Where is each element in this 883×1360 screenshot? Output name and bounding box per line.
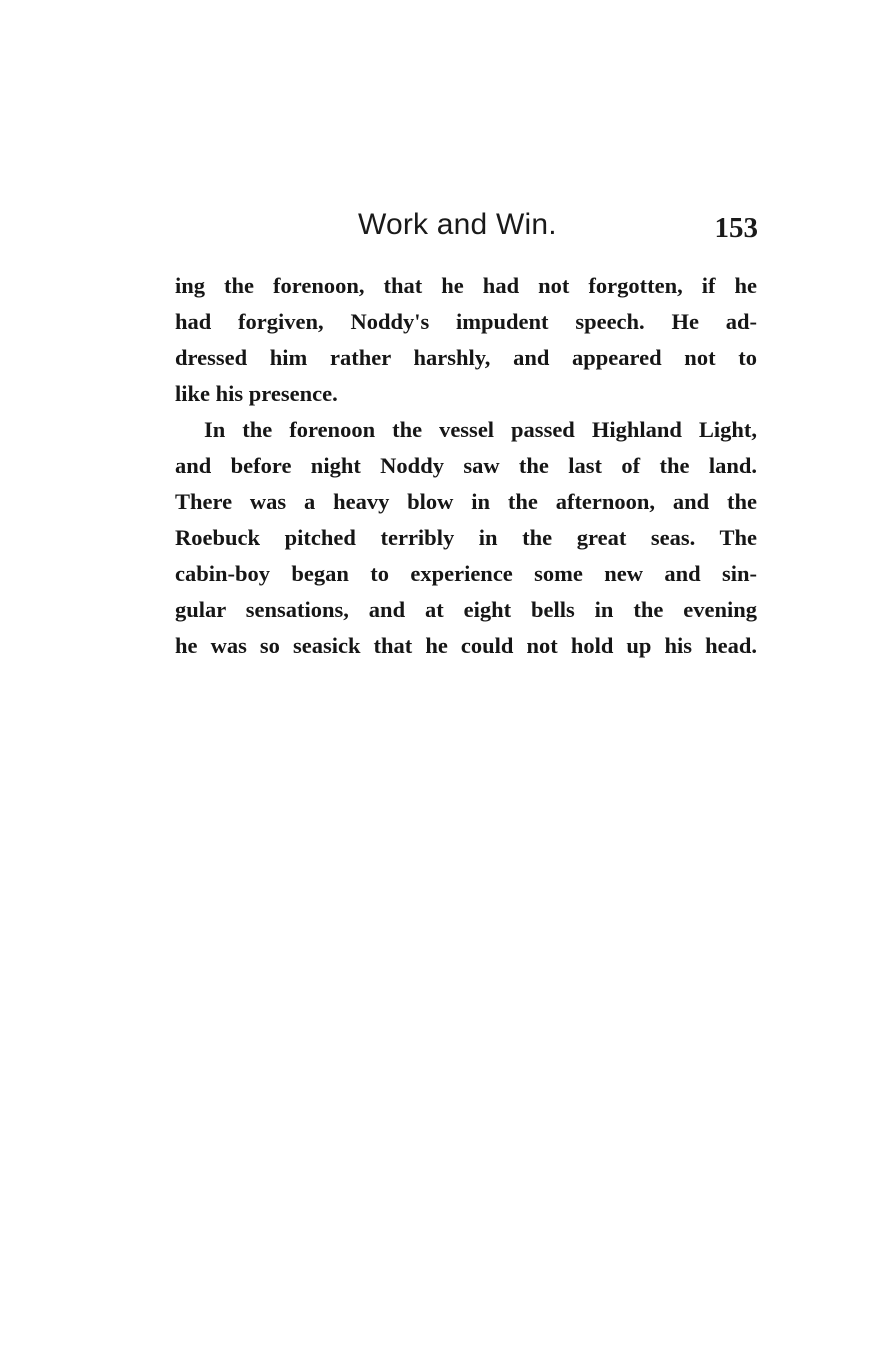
text-line: Roebuck pitched terribly in the great seas. The xyxy=(175,525,757,550)
text-line: cabin-boy began to experience some new and sin- xyxy=(175,561,757,586)
text-line: had forgiven, Noddy's impudent speech. He ad- xyxy=(175,309,757,334)
text-line: and before night Noddy saw the last of the land. xyxy=(175,453,757,478)
paragraph-continuation xyxy=(175,268,757,412)
text-line: like his presence. xyxy=(175,381,338,406)
page-number: 153 xyxy=(714,212,758,244)
body-text xyxy=(175,268,757,664)
text-line: dressed him rather harshly, and appeared not to xyxy=(175,345,757,370)
text-line: There was a heavy blow in the afternoon, and the xyxy=(175,489,757,514)
text-line: he was so seasick that he could not hold up his head. xyxy=(175,633,757,658)
text-line: ing the forenoon, that he had not forgotten, if he xyxy=(175,273,757,298)
running-head xyxy=(175,208,760,254)
text-line: gular sensations, and at eight bells in the evening xyxy=(175,597,757,622)
text-line: In the forenoon the vessel passed Highland Light, xyxy=(204,417,757,442)
running-title: Work and Win. xyxy=(358,208,557,241)
paragraph-seasick xyxy=(175,412,757,664)
